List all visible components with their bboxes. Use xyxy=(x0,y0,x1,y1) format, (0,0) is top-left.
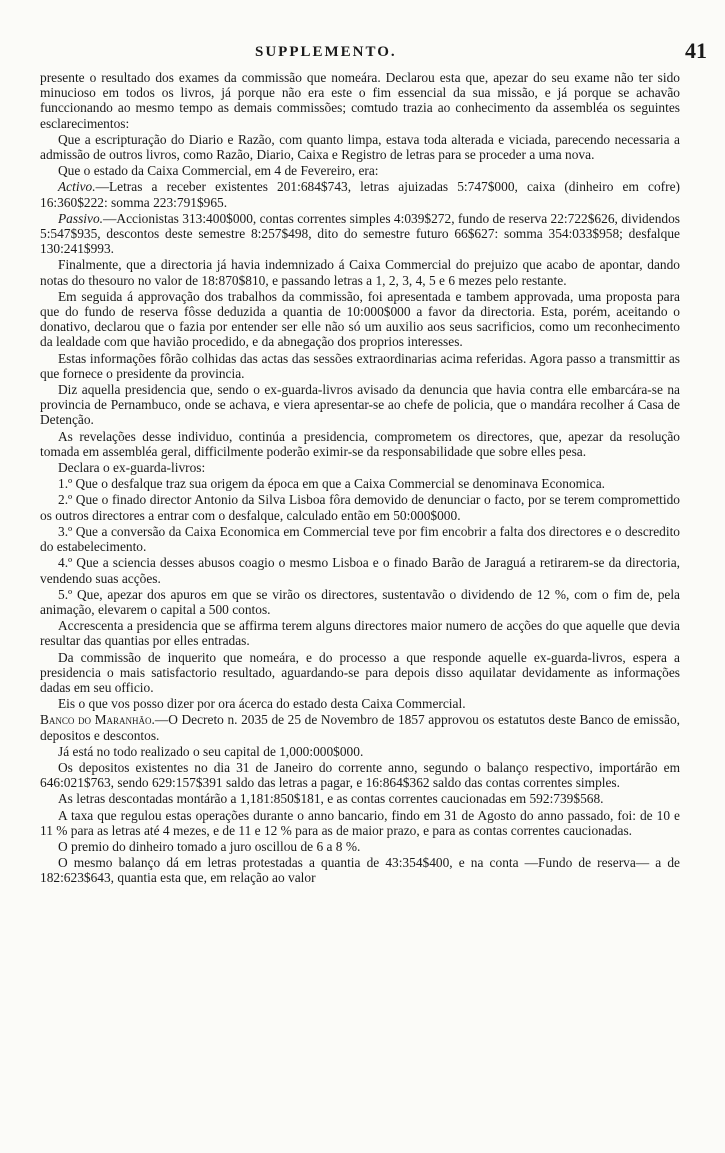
paragraph: O premio do dinheiro tomado a juro oscillou de 6 a 8 %. xyxy=(58,838,361,854)
paragraph: Declara o ex-guarda-livros: xyxy=(58,460,206,476)
paragraph: Activo.—Letras a receber existentes 201:684$743, letras ajuizadas 5:747$000, caixa (dinheiro em cofre) 16:360$222: somma 223:791$965. xyxy=(40,179,680,210)
paragraph: Já está no todo realizado o seu capital de 1,000:000$000. xyxy=(58,743,364,759)
paragraph: Os depositos existentes no dia 31 de Janeiro do corrente anno, segundo o balanço respectivo, importárão em 646:021$763, sendo 629:157$391 saldo das letras a pagar, e 16:864$362 saldo das contas correntes simples. xyxy=(40,759,680,791)
page-number: 41 xyxy=(685,38,707,63)
paragraph: 1.º Que o desfalque traz sua origem da época em que a Caixa Commercial se denominava Economica. xyxy=(58,476,606,492)
paragraph: 3.º Que a conversão da Caixa Economica em Commercial teve por fim encobrir a falta dos directores e o descredito do estabelecimento. xyxy=(40,523,680,555)
paragraph: Passivo.—Accionistas 313:400$000, contas correntes simples 4:039$272, fundo de reserva 22:722$626, dividendos 5:547$935, descontos deste semestre 8:257$498, dito do semestre futuro 66$627: somma 354:033$958; desfalque 130:241$993. xyxy=(40,210,680,257)
paragraph: 4.º Que a sciencia desses abusos coagio o mesmo Lisboa e o finado Barão de Jaraguá a retirarem-se da directoria, vendendo suas acções. xyxy=(40,555,680,586)
paragraph: 2.º Que o finado director Antonio da Silva Lisboa fôra demovido de denunciar o facto, por se terem compromettido os outros directores a entrar com o desfalque, calculado então em 50:000$000. xyxy=(40,492,680,523)
paragraph: Em seguida á approvação dos trabalhos da commissão, foi apresentada e tambem approvada, uma proposta para que do fundo de reserva fôsse deduzida a quantia de 10:000$000 a favor da directoria. Esta, porém, aceitando o donativo, declarou que o fazia por entender ser elle não só um auxilio aos seus sacrificios, como um reconhecimento da lealdade com que havião procedido, e da abnegação dos proprios interesses. xyxy=(40,288,680,350)
paragraph: Da commissão de inquerito que nomeára, e do processo a que responde aquelle ex-guarda-livros, espera a presidencia o mais satisfactorio resultado, aguardando-se para depois disso aquilatar devidamente as informações dadas em seu officio. xyxy=(40,649,680,695)
paragraph: Estas informações fôrão colhidas das actas das sessões extraordinarias acima referidas. Agora passo a transmittir as que fornece o presidente da provincia. xyxy=(40,350,680,381)
paragraph: As revelações desse individuo, continúa a presidencia, comprometem os directores, que, apezar da resolução tomada em assembléa geral, difficilmente poderão eximir-se da responsabilidade que sobre elles pesa. xyxy=(40,428,680,459)
paragraph: Diz aquella presidencia que, sendo o ex-guarda-livros avisado da denuncia que havia contra elle embarcára-se na provincia de Pernambuco, onde se achava, e viera apresentar-se ao chefe de policia, que o mandára recolher á Casa de Detenção. xyxy=(40,382,680,428)
running-title: SUPPLEMENTO. xyxy=(255,44,397,60)
paragraph: presente o resultado dos exames da commissão que nomeára. Declarou esta que, apezar do seu exame não ter sido minucioso em todos os livros, já porque não era este o fim essencial da sua missão, e já porque se achavão funccionando ao mesmo tempo as demais commissões; comtudo trazia ao conhecimento da assembléa os seguintes esclarecimentos: xyxy=(40,70,680,131)
paragraph: Que o estado da Caixa Commercial, em 4 de Fevereiro, era: xyxy=(58,163,379,179)
paragraph: Que a escripturação do Diario e Razão, com quanto limpa, estava toda alterada e viciada, parecendo necessaria a admissão de outros livros, como Razão, Diario, Caixa e Registro de letras para se proceder a uma nova. xyxy=(40,131,680,163)
paragraph-lead: Banco do Maranhão. xyxy=(40,712,155,728)
body-text xyxy=(40,70,680,887)
paragraph-lead: Passivo. xyxy=(58,210,104,226)
paragraph: Finalmente, que a directoria já havia indemnizado á Caixa Commercial do prejuizo que acabo de apontar, dando notas do thesouro no valor de 18:870$810, e passando letras a 1, 2, 3, 4, 5 e 6 mezes pelo restante. xyxy=(40,257,680,288)
paragraph: Banco do Maranhão.—O Decreto n. 2035 de 25 de Novembro de 1857 approvou os estatutos deste Banco de emissão, depositos e descontos. xyxy=(40,712,680,743)
paragraph: 5.º Que, apezar dos apuros em que se virão os directores, sustentavão o dividendo de 12 %, com o fim de, pela animação, elevarem o capital a 500 contos. xyxy=(40,586,680,617)
paragraph-lead: Activo. xyxy=(58,179,96,195)
paragraph: As letras descontadas montárão a 1,181:850$181, e as contas correntes caucionadas em 592:739$568. xyxy=(58,791,604,807)
paragraph: O mesmo balanço dá em letras protestadas a quantia de 43:354$400, e na conta —Fundo de reserva— a de 182:623$643, quantia esta que, em relação ao valor xyxy=(40,855,680,886)
paragraph: Eis o que vos posso dizer por ora ácerca do estado desta Caixa Commercial. xyxy=(58,696,466,712)
paragraph: Accrescenta a presidencia que se affirma terem alguns directores maior numero de acções do que aquelle que devia resultar das quantias por elles entradas. xyxy=(40,618,680,649)
page-header xyxy=(0,38,725,68)
paragraph: A taxa que regulou estas operações durante o anno bancario, findo em 31 de Agosto do anno passado, foi: de 10 e 11 % para as letras até 4 mezes, e de 11 e 12 % para as de maior prazo, e para as contas correntes caucionadas. xyxy=(40,807,680,838)
